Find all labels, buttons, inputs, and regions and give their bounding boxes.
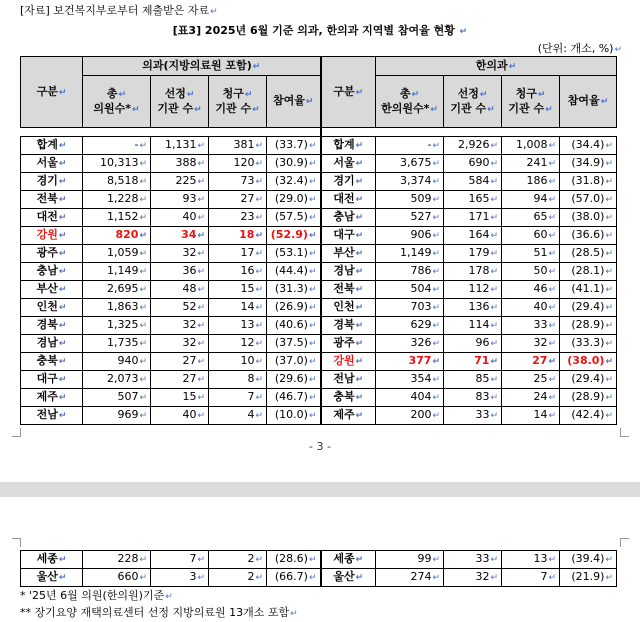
table-row bbox=[21, 191, 617, 209]
claimed-cell: 4↵ bbox=[209, 407, 267, 425]
selected-cell: 112↵ bbox=[444, 281, 502, 299]
claimed-cell: 2↵ bbox=[209, 551, 267, 569]
claimed-cell: 27↵ bbox=[209, 191, 267, 209]
claimed-cell: 46↵ bbox=[502, 281, 560, 299]
table-row bbox=[21, 245, 617, 263]
selected-cell: 179↵ bbox=[444, 245, 502, 263]
rate-cell: (29.4)↵ bbox=[560, 371, 617, 389]
region-cell: 경기↵ bbox=[321, 173, 376, 191]
table-row bbox=[21, 317, 617, 335]
rate-cell: (31.3)↵ bbox=[267, 281, 321, 299]
claimed-cell: 40↵ bbox=[502, 299, 560, 317]
footnote: * '25년 6월 의원(한의원)기준↵ bbox=[20, 589, 173, 602]
selected-cell: 32↵ bbox=[151, 245, 209, 263]
table-row bbox=[21, 569, 617, 587]
selected-cell: 32↵ bbox=[151, 317, 209, 335]
header-region-med: 구분↵ bbox=[21, 57, 83, 128]
region-cell: 강원↵ bbox=[321, 353, 376, 371]
claimed-cell: 17↵ bbox=[209, 245, 267, 263]
table-row bbox=[21, 389, 617, 407]
total-clinics-cell: 1,149↵ bbox=[83, 263, 151, 281]
claimed-cell: 7↵ bbox=[209, 389, 267, 407]
total-korean-clinics-cell: 504↵ bbox=[376, 281, 444, 299]
total-korean-clinics-cell: 629↵ bbox=[376, 317, 444, 335]
total-clinics-cell: 820↵ bbox=[83, 227, 151, 245]
total-korean-clinics-cell: -↵ bbox=[376, 137, 444, 155]
table-row bbox=[21, 299, 617, 317]
total-korean-clinics-cell: 326↵ bbox=[376, 335, 444, 353]
table-row bbox=[21, 173, 617, 191]
region-cell: 경북↵ bbox=[321, 317, 376, 335]
rate-cell: (34.4)↵ bbox=[560, 137, 617, 155]
crop-mark bbox=[620, 538, 629, 547]
region-cell: 경기↵ bbox=[21, 173, 83, 191]
selected-cell: 3↵ bbox=[151, 569, 209, 587]
region-cell: 충북↵ bbox=[21, 353, 83, 371]
rate-cell: (57.0)↵ bbox=[560, 191, 617, 209]
selected-cell: 165↵ bbox=[444, 191, 502, 209]
selected-cell: 1,131↵ bbox=[151, 137, 209, 155]
rate-cell: (38.0)↵ bbox=[560, 353, 617, 371]
rate-cell: (29.0)↵ bbox=[267, 191, 321, 209]
selected-cell: 32↵ bbox=[444, 569, 502, 587]
header-claimed-kor: 청구↵ 기관 수↵ bbox=[502, 76, 560, 128]
total-clinics-cell: 1,059↵ bbox=[83, 245, 151, 263]
rate-cell: (44.4)↵ bbox=[267, 263, 321, 281]
claimed-cell: 73↵ bbox=[209, 173, 267, 191]
claimed-cell: 8↵ bbox=[209, 371, 267, 389]
table-row bbox=[21, 551, 617, 569]
claimed-cell: 13↵ bbox=[502, 551, 560, 569]
claimed-cell: 120↵ bbox=[209, 155, 267, 173]
rate-cell: (28.1)↵ bbox=[560, 263, 617, 281]
region-cell: 인천↵ bbox=[321, 299, 376, 317]
region-cell: 광주↵ bbox=[21, 245, 83, 263]
region-cell: 세종↵ bbox=[21, 551, 83, 569]
page-number: - 3 - bbox=[309, 440, 331, 453]
total-clinics-cell: 969↵ bbox=[83, 407, 151, 425]
total-clinics-cell: 507↵ bbox=[83, 389, 151, 407]
total-korean-clinics-cell: 404↵ bbox=[376, 389, 444, 407]
total-clinics-cell: 1,152↵ bbox=[83, 209, 151, 227]
selected-cell: 15↵ bbox=[151, 389, 209, 407]
region-cell: 부산↵ bbox=[21, 281, 83, 299]
total-korean-clinics-cell: 1,149↵ bbox=[376, 245, 444, 263]
rate-cell: (10.0)↵ bbox=[267, 407, 321, 425]
total-korean-clinics-cell: 99↵ bbox=[376, 551, 444, 569]
claimed-cell: 32↵ bbox=[502, 335, 560, 353]
rate-cell: (30.9)↵ bbox=[267, 155, 321, 173]
claimed-cell: 381↵ bbox=[209, 137, 267, 155]
total-korean-clinics-cell: 3,675↵ bbox=[376, 155, 444, 173]
selected-cell: 171↵ bbox=[444, 209, 502, 227]
region-cell: 서울↵ bbox=[21, 155, 83, 173]
selected-cell: 388↵ bbox=[151, 155, 209, 173]
rate-cell: (37.0)↵ bbox=[267, 353, 321, 371]
selected-cell: 136↵ bbox=[444, 299, 502, 317]
selected-cell: 164↵ bbox=[444, 227, 502, 245]
total-korean-clinics-cell: 527↵ bbox=[376, 209, 444, 227]
header-selected-kor: 선정↵ 기관 수↵ bbox=[444, 76, 502, 128]
page-break-gap bbox=[0, 482, 640, 497]
claimed-cell: 2↵ bbox=[209, 569, 267, 587]
total-clinics-cell: 2,073↵ bbox=[83, 371, 151, 389]
total-korean-clinics-cell: 200↵ bbox=[376, 407, 444, 425]
rate-cell: (33.3)↵ bbox=[560, 335, 617, 353]
total-korean-clinics-cell: 906↵ bbox=[376, 227, 444, 245]
selected-cell: 71↵ bbox=[444, 353, 502, 371]
table-row bbox=[21, 263, 617, 281]
region-cell: 대구↵ bbox=[21, 371, 83, 389]
participation-table-continued bbox=[20, 550, 617, 587]
table-row bbox=[21, 407, 617, 425]
rate-cell: (33.7)↵ bbox=[267, 137, 321, 155]
claimed-cell: 50↵ bbox=[502, 263, 560, 281]
header-rate-med: 참여율↵ bbox=[267, 76, 321, 128]
claimed-cell: 94↵ bbox=[502, 191, 560, 209]
total-clinics-cell: 1,863↵ bbox=[83, 299, 151, 317]
region-cell: 제주↵ bbox=[321, 407, 376, 425]
total-korean-clinics-cell: 509↵ bbox=[376, 191, 444, 209]
region-cell: 세종↵ bbox=[321, 551, 376, 569]
selected-cell: 225↵ bbox=[151, 173, 209, 191]
region-cell: 합계↵ bbox=[21, 137, 83, 155]
rate-cell: (53.1)↵ bbox=[267, 245, 321, 263]
claimed-cell: 14↵ bbox=[209, 299, 267, 317]
region-cell: 전남↵ bbox=[321, 371, 376, 389]
region-cell: 울산↵ bbox=[321, 569, 376, 587]
selected-cell: 48↵ bbox=[151, 281, 209, 299]
selected-cell: 690↵ bbox=[444, 155, 502, 173]
claimed-cell: 10↵ bbox=[209, 353, 267, 371]
region-cell: 경남↵ bbox=[21, 335, 83, 353]
region-cell: 충북↵ bbox=[321, 389, 376, 407]
table-body-page1 bbox=[21, 137, 617, 425]
region-cell: 전북↵ bbox=[321, 281, 376, 299]
total-korean-clinics-cell: 786↵ bbox=[376, 263, 444, 281]
rate-cell: (26.9)↵ bbox=[267, 299, 321, 317]
rate-cell: (28.6)↵ bbox=[267, 551, 321, 569]
rate-cell: (66.7)↵ bbox=[267, 569, 321, 587]
total-korean-clinics-cell: 354↵ bbox=[376, 371, 444, 389]
claimed-cell: 65↵ bbox=[502, 209, 560, 227]
selected-cell: 96↵ bbox=[444, 335, 502, 353]
rate-cell: (28.9)↵ bbox=[560, 317, 617, 335]
table-row bbox=[21, 353, 617, 371]
table-body-page2 bbox=[21, 551, 617, 587]
claimed-cell: 24↵ bbox=[502, 389, 560, 407]
claimed-cell: 18↵ bbox=[209, 227, 267, 245]
rate-cell: (40.6)↵ bbox=[267, 317, 321, 335]
selected-cell: 178↵ bbox=[444, 263, 502, 281]
selected-cell: 27↵ bbox=[151, 353, 209, 371]
claimed-cell: 15↵ bbox=[209, 281, 267, 299]
region-cell: 서울↵ bbox=[321, 155, 376, 173]
claimed-cell: 25↵ bbox=[502, 371, 560, 389]
table-row bbox=[21, 227, 617, 245]
claimed-cell: 1,008↵ bbox=[502, 137, 560, 155]
crop-mark bbox=[12, 428, 21, 437]
table-row bbox=[21, 371, 617, 389]
total-clinics-cell: 2,695↵ bbox=[83, 281, 151, 299]
rate-cell: (31.8)↵ bbox=[560, 173, 617, 191]
rate-cell: (37.5)↵ bbox=[267, 335, 321, 353]
total-korean-clinics-cell: 3,374↵ bbox=[376, 173, 444, 191]
unit-label: (단위: 개소, %)↵ bbox=[537, 42, 622, 55]
region-cell: 전북↵ bbox=[21, 191, 83, 209]
claimed-cell: 27↵ bbox=[502, 353, 560, 371]
selected-cell: 32↵ bbox=[151, 335, 209, 353]
region-cell: 충남↵ bbox=[321, 209, 376, 227]
region-cell: 부산↵ bbox=[321, 245, 376, 263]
selected-cell: 584↵ bbox=[444, 173, 502, 191]
claimed-cell: 51↵ bbox=[502, 245, 560, 263]
total-clinics-cell: 8,518↵ bbox=[83, 173, 151, 191]
crop-mark bbox=[620, 428, 629, 437]
header-rate-kor: 참여율↵ bbox=[560, 76, 617, 128]
selected-cell: 52↵ bbox=[151, 299, 209, 317]
table-row bbox=[21, 335, 617, 353]
rate-cell: (32.4)↵ bbox=[267, 173, 321, 191]
total-clinics-cell: 10,313↵ bbox=[83, 155, 151, 173]
selected-cell: 36↵ bbox=[151, 263, 209, 281]
table-row bbox=[21, 155, 617, 173]
total-clinics-cell: 1,735↵ bbox=[83, 335, 151, 353]
total-korean-clinics-cell: 377↵ bbox=[376, 353, 444, 371]
source-line: [자료] 보건복지부로부터 제출받은 자료↵ bbox=[20, 4, 218, 17]
header-total-clinics: 총↵ 의원수*↵ bbox=[83, 76, 151, 128]
total-korean-clinics-cell: 703↵ bbox=[376, 299, 444, 317]
region-cell: 대전↵ bbox=[321, 191, 376, 209]
rate-cell: (21.9)↵ bbox=[560, 569, 617, 587]
claimed-cell: 7↵ bbox=[502, 569, 560, 587]
total-clinics-cell: 940↵ bbox=[83, 353, 151, 371]
region-cell: 전남↵ bbox=[21, 407, 83, 425]
crop-mark bbox=[12, 538, 21, 547]
header-total-korean-clinics: 총↵ 한의원수*↵ bbox=[376, 76, 444, 128]
selected-cell: 34↵ bbox=[151, 227, 209, 245]
total-clinics-cell: 228↵ bbox=[83, 551, 151, 569]
region-cell: 광주↵ bbox=[321, 335, 376, 353]
selected-cell: 40↵ bbox=[151, 407, 209, 425]
rate-cell: (29.4)↵ bbox=[560, 299, 617, 317]
region-cell: 울산↵ bbox=[21, 569, 83, 587]
footnote: ** 장기요양 재택의료센터 선정 지방의료원 13개소 포함↵ bbox=[20, 606, 298, 619]
table-row bbox=[21, 137, 617, 155]
claimed-cell: 241↵ bbox=[502, 155, 560, 173]
selected-cell: 27↵ bbox=[151, 371, 209, 389]
region-cell: 합계↵ bbox=[321, 137, 376, 155]
rate-cell: (38.0)↵ bbox=[560, 209, 617, 227]
rate-cell: (41.1)↵ bbox=[560, 281, 617, 299]
header-region-kor: 구분↵ bbox=[321, 57, 376, 128]
rate-cell: (52.9)↵ bbox=[267, 227, 321, 245]
claimed-cell: 13↵ bbox=[209, 317, 267, 335]
table-row bbox=[21, 281, 617, 299]
selected-cell: 83↵ bbox=[444, 389, 502, 407]
header-claimed-med: 청구↵ 기관 수↵ bbox=[209, 76, 267, 128]
rate-cell: (34.9)↵ bbox=[560, 155, 617, 173]
region-cell: 경북↵ bbox=[21, 317, 83, 335]
claimed-cell: 12↵ bbox=[209, 335, 267, 353]
selected-cell: 85↵ bbox=[444, 371, 502, 389]
claimed-cell: 60↵ bbox=[502, 227, 560, 245]
rate-cell: (29.6)↵ bbox=[267, 371, 321, 389]
rate-cell: (36.6)↵ bbox=[560, 227, 617, 245]
rate-cell: (39.4)↵ bbox=[560, 551, 617, 569]
region-cell: 경남↵ bbox=[321, 263, 376, 281]
total-clinics-cell: 1,228↵ bbox=[83, 191, 151, 209]
rate-cell: (28.9)↵ bbox=[560, 389, 617, 407]
selected-cell: 33↵ bbox=[444, 551, 502, 569]
selected-cell: 114↵ bbox=[444, 317, 502, 335]
total-clinics-cell: -↵ bbox=[83, 137, 151, 155]
selected-cell: 7↵ bbox=[151, 551, 209, 569]
region-cell: 제주↵ bbox=[21, 389, 83, 407]
selected-cell: 40↵ bbox=[151, 209, 209, 227]
total-clinics-cell: 660↵ bbox=[83, 569, 151, 587]
table-title: [표3] 2025년 6월 기준 의과, 한의과 지역별 참여율 현황 ↵ bbox=[172, 24, 468, 37]
claimed-cell: 33↵ bbox=[502, 317, 560, 335]
total-korean-clinics-cell: 274↵ bbox=[376, 569, 444, 587]
rate-cell: (28.5)↵ bbox=[560, 245, 617, 263]
claimed-cell: 186↵ bbox=[502, 173, 560, 191]
claimed-cell: 14↵ bbox=[502, 407, 560, 425]
region-cell: 대전↵ bbox=[21, 209, 83, 227]
header-korean-group: 한의과↵ bbox=[376, 57, 617, 76]
header-selected-med: 선정↵ 기관 수↵ bbox=[151, 76, 209, 128]
region-cell: 충남↵ bbox=[21, 263, 83, 281]
participation-table bbox=[20, 56, 617, 425]
table-row bbox=[21, 209, 617, 227]
rate-cell: (46.7)↵ bbox=[267, 389, 321, 407]
region-cell: 강원↵ bbox=[21, 227, 83, 245]
region-cell: 인천↵ bbox=[21, 299, 83, 317]
claimed-cell: 16↵ bbox=[209, 263, 267, 281]
selected-cell: 93↵ bbox=[151, 191, 209, 209]
header-medicine-group: 의과(지방의료원 포함)↵ bbox=[83, 57, 321, 76]
rate-cell: (57.5)↵ bbox=[267, 209, 321, 227]
selected-cell: 33↵ bbox=[444, 407, 502, 425]
selected-cell: 2,926↵ bbox=[444, 137, 502, 155]
claimed-cell: 23↵ bbox=[209, 209, 267, 227]
total-clinics-cell: 1,325↵ bbox=[83, 317, 151, 335]
rate-cell: (42.4)↵ bbox=[560, 407, 617, 425]
region-cell: 대구↵ bbox=[321, 227, 376, 245]
